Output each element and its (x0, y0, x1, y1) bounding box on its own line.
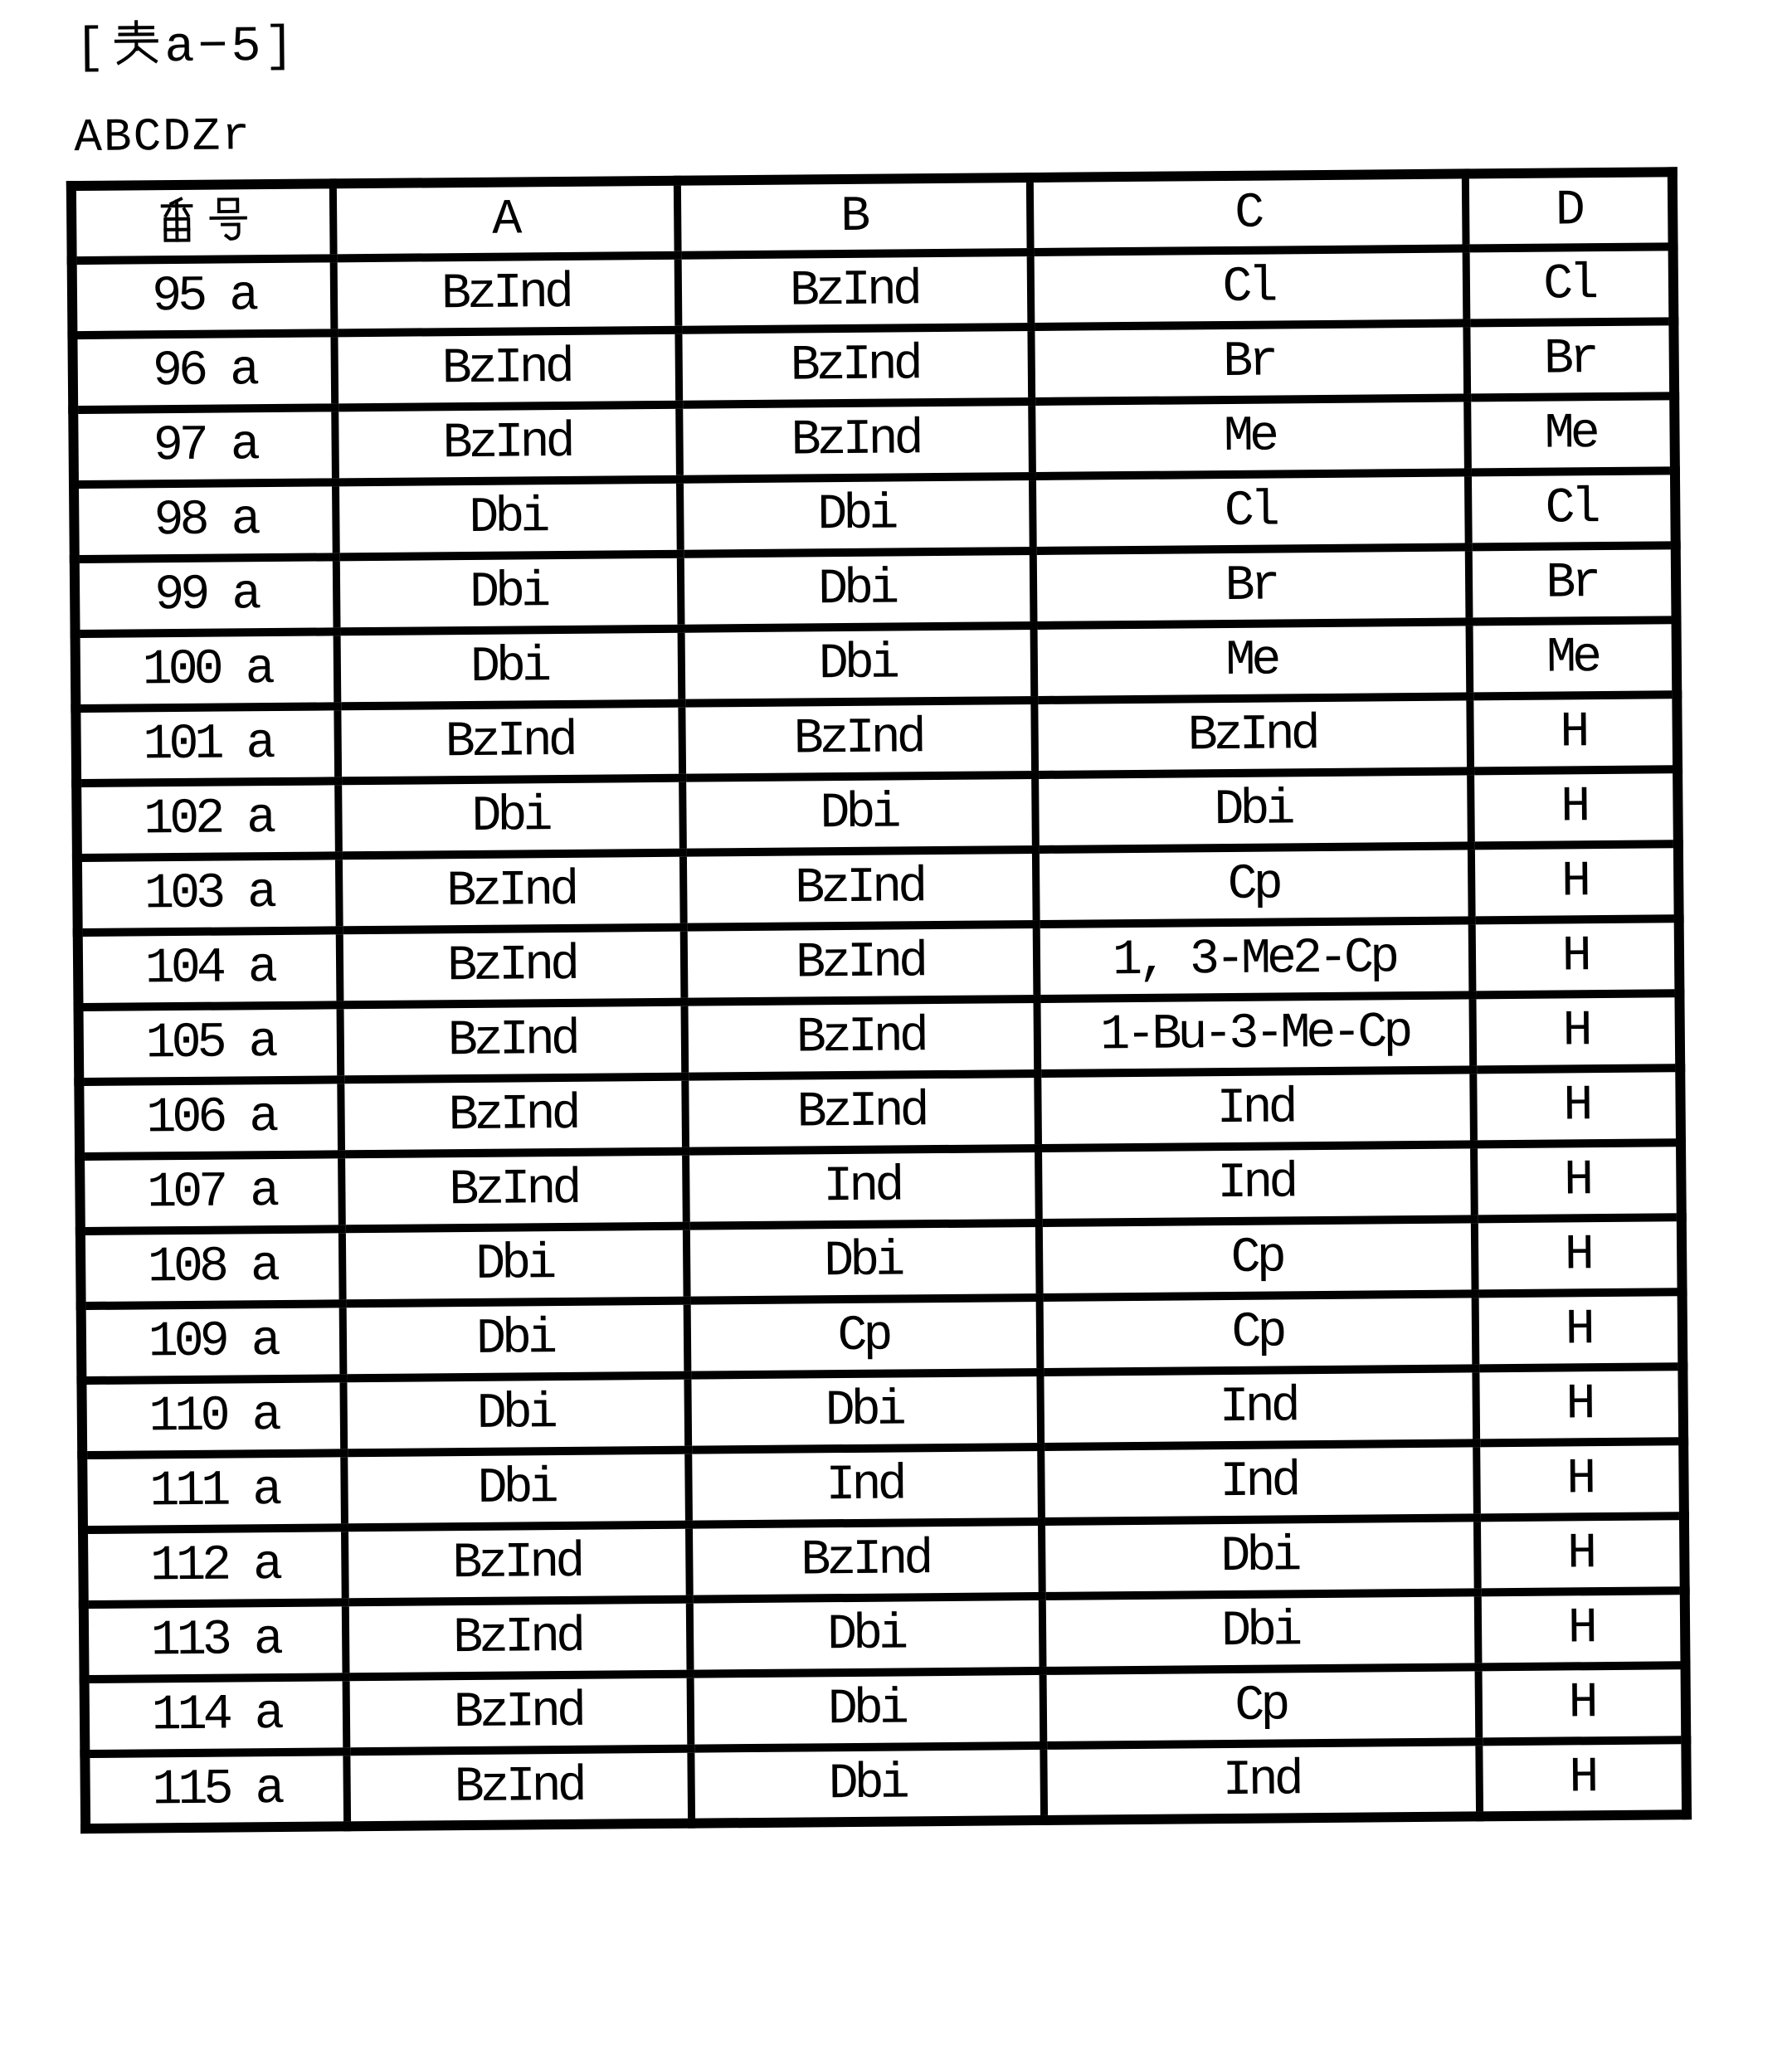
kanji-gou-glyph (205, 196, 251, 242)
table-row (82, 1441, 1684, 1530)
cell-no: 108 a (80, 1229, 343, 1306)
cell-c: Br (1033, 547, 1469, 626)
cell-d: H (1473, 1068, 1681, 1144)
kanji-ban-glyph (153, 196, 200, 242)
cell-c: Ind (1037, 1069, 1473, 1148)
cell-b: Dbi (689, 1596, 1043, 1674)
cell-a: BzInd (339, 1002, 684, 1080)
cell-d: Me (1467, 396, 1675, 472)
cell-c: Ind (1040, 1443, 1477, 1522)
table-row (79, 993, 1681, 1082)
cell-b: BzInd (678, 327, 1031, 405)
cell-b: BzInd (689, 1522, 1042, 1600)
cell-b: Dbi (690, 1671, 1044, 1749)
cell-a: Dbi (335, 480, 680, 558)
cell-b: Dbi (682, 775, 1035, 853)
cell-no: 96 a (72, 333, 334, 410)
table-row (85, 1740, 1687, 1829)
table-head-row (71, 172, 1673, 261)
cell-b: BzInd (684, 999, 1037, 1077)
cell-d: H (1474, 1217, 1682, 1293)
table-row (80, 1217, 1682, 1306)
cell-c: 1-Bu-3-Me-Cp (1036, 995, 1473, 1074)
cell-c: Br (1030, 323, 1467, 402)
cell-b: Dbi (690, 1746, 1044, 1824)
cell-c: 1, 3-Me2-Cp (1036, 920, 1473, 999)
col-header-no (71, 183, 334, 261)
cell-d: Br (1466, 321, 1674, 397)
cell-no: 104 a (78, 930, 340, 1007)
cell-a: BzInd (340, 1077, 685, 1155)
table-row (78, 918, 1680, 1007)
cell-no: 99 a (75, 557, 337, 634)
cell-c: Ind (1038, 1144, 1474, 1223)
cell-a: Dbi (338, 778, 683, 856)
table-row (84, 1590, 1686, 1679)
table-body (72, 246, 1687, 1829)
cell-a: BzInd (337, 704, 682, 782)
cell-b: Dbi (680, 551, 1034, 629)
cell-a: BzInd (334, 256, 679, 334)
table-row (75, 545, 1677, 634)
cell-no: 113 a (84, 1602, 346, 1679)
cell-no: 109 a (81, 1303, 343, 1381)
cell-no: 101 a (75, 706, 338, 783)
cell-c: Dbi (1042, 1592, 1478, 1671)
cell-d: H (1473, 1142, 1682, 1219)
table-row (76, 769, 1678, 858)
cell-a: BzInd (345, 1600, 690, 1678)
cell-b: Dbi (687, 1372, 1040, 1450)
cell-d: Cl (1466, 246, 1674, 323)
cell-no: 114 a (85, 1677, 347, 1754)
cell-d: H (1472, 918, 1680, 995)
cell-b: Ind (685, 1148, 1039, 1226)
cell-a: BzInd (334, 330, 679, 408)
cell-a: Dbi (343, 1301, 688, 1379)
cell-d: H (1478, 1590, 1686, 1667)
cell-d: H (1475, 1366, 1683, 1443)
cell-b: Ind (688, 1447, 1041, 1525)
cell-c: Cl (1030, 248, 1467, 327)
cell-d: H (1478, 1740, 1687, 1816)
cell-d: Me (1469, 620, 1678, 696)
table-row (77, 844, 1679, 933)
cell-no: 106 a (79, 1079, 341, 1157)
cell-no: 105 a (79, 1005, 341, 1082)
cell-b: BzInd (678, 252, 1031, 330)
cell-c: BzInd (1034, 696, 1470, 775)
cell-d: H (1476, 1441, 1684, 1517)
cell-b: BzInd (681, 700, 1035, 778)
cell-c: Cl (1032, 472, 1468, 551)
cell-d: Br (1468, 545, 1677, 621)
cell-d: H (1478, 1665, 1687, 1741)
cell-d: H (1469, 694, 1678, 771)
cell-no: 112 a (83, 1527, 345, 1605)
cell-no: 111 a (82, 1453, 344, 1530)
table-row (81, 1366, 1683, 1455)
cell-c: Dbi (1035, 771, 1471, 850)
cell-a: BzInd (341, 1152, 686, 1230)
cell-a: Dbi (336, 554, 681, 632)
cell-no: 107 a (80, 1154, 342, 1231)
cell-b: Dbi (686, 1223, 1040, 1301)
table-row (79, 1068, 1681, 1157)
cell-b: Dbi (681, 626, 1035, 704)
table-row (72, 246, 1674, 335)
cell-c: Me (1031, 397, 1468, 476)
cell-a: Dbi (337, 629, 682, 707)
table-row (73, 396, 1675, 485)
cell-a: BzInd (344, 1525, 689, 1603)
cell-a: BzInd (339, 928, 684, 1006)
text-run: a−5] (164, 18, 298, 77)
col-header-d: D (1465, 172, 1673, 248)
compound-table (66, 167, 1692, 1834)
cell-no: 103 a (77, 855, 339, 933)
table-row (72, 321, 1674, 410)
cell-c: Cp (1039, 1219, 1475, 1298)
cell-d: H (1477, 1516, 1685, 1592)
col-header-c: C (1030, 173, 1466, 252)
table-row (80, 1142, 1682, 1231)
cell-b: Dbi (679, 476, 1033, 554)
cell-b: BzInd (684, 1074, 1038, 1152)
cell-c: Cp (1040, 1293, 1476, 1372)
cell-a: BzInd (334, 405, 679, 483)
cell-d: H (1472, 993, 1680, 1069)
cell-a: BzInd (346, 1749, 691, 1827)
cell-b: BzInd (679, 402, 1032, 480)
cell-no: 98 a (74, 482, 336, 559)
cell-d: H (1470, 769, 1678, 845)
table-row (75, 694, 1678, 783)
cell-a: BzInd (346, 1674, 691, 1752)
cell-d: H (1471, 844, 1679, 920)
cell-no: 100 a (75, 631, 338, 709)
kanji-hyou-glyph (112, 19, 161, 68)
cell-c: Cp (1043, 1667, 1479, 1746)
cell-b: Cp (687, 1298, 1040, 1376)
cell-no: 110 a (81, 1378, 343, 1455)
table-row (75, 620, 1678, 709)
table-row (83, 1516, 1685, 1605)
cell-a: Dbi (343, 1376, 688, 1454)
cell-no: 97 a (73, 407, 335, 485)
col-header-b: B (677, 178, 1030, 256)
cell-c: Ind (1040, 1368, 1476, 1447)
table-caption (75, 18, 298, 77)
text-run: [ (75, 20, 109, 78)
cell-c: Me (1034, 621, 1470, 700)
cell-b: BzInd (683, 850, 1036, 928)
cell-no: 102 a (76, 781, 338, 858)
cell-a: Dbi (342, 1226, 687, 1304)
cell-c: Dbi (1041, 1517, 1478, 1596)
col-header-a: A (333, 181, 678, 259)
cell-d: H (1475, 1292, 1683, 1368)
cell-d: Cl (1468, 470, 1676, 547)
formula-line: ABCDZr (74, 110, 252, 165)
cell-no: 95 a (72, 258, 334, 335)
cell-no: 115 a (85, 1751, 347, 1829)
cell-c: Ind (1043, 1741, 1479, 1820)
table-row (85, 1665, 1687, 1754)
table-row (74, 470, 1676, 559)
cell-a: BzInd (338, 853, 684, 931)
cell-b: BzInd (684, 924, 1037, 1002)
cell-c: Cp (1035, 845, 1472, 924)
cell-a: Dbi (343, 1450, 689, 1528)
table-row (81, 1292, 1683, 1381)
